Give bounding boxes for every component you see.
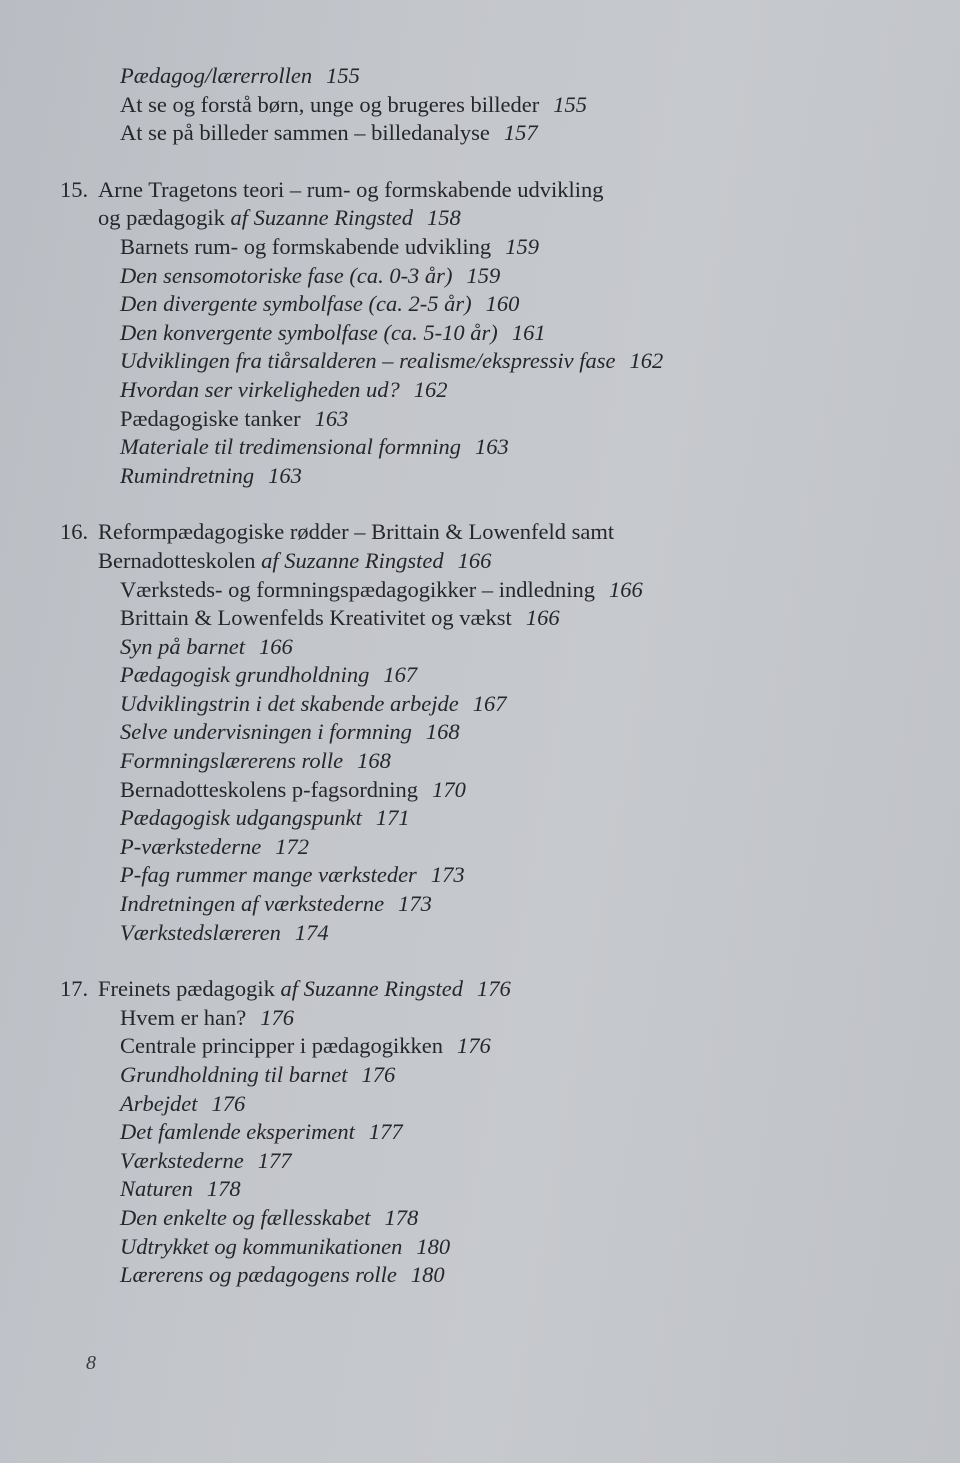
toc-entry (60, 347, 720, 376)
toc-entry (60, 1004, 720, 1033)
toc-entry (60, 319, 720, 348)
page-ref: 176 (476, 976, 511, 1002)
page-ref: 159 (466, 262, 501, 288)
entry-title: Barnets rum- og formskabende udvikling (120, 233, 492, 259)
chapter-title-line (60, 547, 720, 576)
entry-title: At se på billeder sammen – billedanalyse (120, 120, 490, 146)
page-ref: 166 (608, 576, 643, 602)
page-ref: 177 (257, 1147, 292, 1173)
chapter-author: af Suzanne Ringsted (280, 976, 463, 1002)
entry-title: Det famlende eksperiment (120, 1119, 355, 1145)
toc-entry (60, 1061, 720, 1090)
toc-entry (60, 633, 720, 662)
entry-title: Hvem er han? (120, 1004, 247, 1030)
entry-title: Formningslærerens rolle (120, 748, 344, 774)
toc-entry (60, 1032, 720, 1061)
page-ref: 158 (426, 205, 461, 231)
page-ref: 157 (503, 120, 538, 146)
toc-entry (60, 233, 720, 262)
toc-entry (60, 576, 720, 605)
section-gap (60, 947, 720, 975)
page-ref: 167 (383, 662, 418, 688)
page-ref: 176 (457, 1033, 491, 1059)
entry-title: Brittain & Lowenfelds Kreativitet og vækst (120, 605, 512, 631)
entry-title: Pædagogisk grundholdning (120, 662, 370, 688)
section-gap (60, 148, 720, 176)
page-ref: 170 (432, 776, 466, 802)
page-ref: 176 (260, 1004, 294, 1030)
chapter-title-line (60, 975, 720, 1004)
entry-title: Hvordan ser virkeligheden ud? (120, 376, 400, 402)
toc-entry (60, 690, 720, 719)
entry-title: Centrale principper i pædagogikken (120, 1033, 444, 1059)
chapter-title: Bernadotteskolen (98, 547, 262, 573)
toc-entry (60, 776, 720, 805)
table-of-contents (60, 62, 720, 1290)
page-ref: 178 (206, 1176, 241, 1202)
page-ref: 177 (368, 1119, 403, 1145)
page-ref: 160 (485, 291, 520, 317)
toc-entry (60, 91, 720, 120)
entry-title: Den enkelte og fællesskabet (120, 1204, 371, 1230)
page-ref: 176 (211, 1090, 246, 1116)
page-ref: 163 (268, 462, 302, 488)
page-ref: 159 (505, 233, 539, 259)
page-ref: 178 (384, 1204, 419, 1230)
chapter-author: af Suzanne Ringsted (230, 205, 413, 231)
page-ref: 174 (294, 919, 329, 945)
entry-title: Pædagog/lærerrollen (120, 63, 313, 88)
toc-section (60, 62, 720, 148)
entry-title: Den sensomotoriske fase (ca. 0-3 år) (120, 262, 453, 288)
page-ref: 163 (314, 405, 349, 431)
page-ref: 171 (375, 805, 410, 831)
chapter-author: af Suzanne Ringsted (261, 547, 444, 573)
chapter-title: Arne Tragetons teori – rum- og formskabende udvikling (98, 176, 604, 202)
page-ref: 155 (326, 63, 360, 88)
page-ref: 166 (457, 547, 492, 573)
toc-entry (60, 462, 720, 491)
page-ref: 173 (430, 862, 465, 888)
entry-title: Materiale til tredimensional formning (120, 434, 462, 460)
toc-entry (60, 62, 720, 91)
page-ref: 162 (629, 348, 664, 374)
toc-entry (60, 1090, 720, 1119)
toc-entry (60, 804, 720, 833)
chapter-title: og pædagogik (98, 205, 231, 231)
page-ref: 167 (472, 690, 507, 716)
chapter-title-line (60, 204, 720, 233)
toc-entry (60, 1118, 720, 1147)
entry-title: Selve undervisningen i formning (120, 719, 412, 745)
toc-entry (60, 718, 720, 747)
toc-entry (60, 861, 720, 890)
entry-title: Den divergente symbolfase (ca. 2-5 år) (120, 291, 472, 317)
toc-entry (60, 405, 720, 434)
toc-entry (60, 1147, 720, 1176)
chapter-title: Reformpædagogiske rødder – Brittain & Lowenfeld samt (98, 519, 615, 545)
page-ref: 162 (413, 376, 448, 402)
toc-entry (60, 290, 720, 319)
entry-title: Bernadotteskolens p-fagsordning (120, 776, 419, 802)
chapter-number: 15. (60, 176, 89, 202)
page-ref: 163 (475, 434, 509, 460)
toc-entry (60, 890, 720, 919)
chapter-title: Freinets pædagogik (98, 976, 281, 1002)
entry-title: Naturen (120, 1176, 193, 1202)
entry-title: Rumindretning (120, 462, 255, 488)
toc-entry (60, 747, 720, 776)
page-ref: 176 (361, 1062, 396, 1087)
toc-entry (60, 1175, 720, 1204)
page-ref: 166 (525, 605, 560, 631)
entry-title: At se og forstå børn, unge og brugeres billeder (120, 91, 540, 117)
entry-title: Udtrykket og kommunikationen (120, 1233, 403, 1259)
page-ref: 168 (357, 748, 391, 774)
toc-entry (60, 119, 720, 148)
page-ref: 180 (416, 1233, 451, 1259)
entry-title: Udviklingen fra tiårsalderen – realisme/ekspressiv fase (120, 348, 616, 374)
chapter-title-line (60, 176, 720, 205)
entry-title: Værkstedslæreren (120, 919, 281, 945)
toc-entry (60, 376, 720, 405)
entry-title: Værkstederne (120, 1147, 244, 1173)
page-number: 8 (86, 1352, 96, 1374)
chapter-title-line (60, 518, 720, 547)
entry-title: Indretningen af værkstederne (120, 891, 385, 917)
toc-entry (60, 604, 720, 633)
section-gap (60, 490, 720, 518)
toc-entry (60, 262, 720, 291)
toc-section (60, 518, 720, 947)
page-ref: 155 (553, 91, 588, 117)
page-ref: 172 (275, 833, 309, 859)
entry-title: Udviklingstrin i det skabende arbejde (120, 690, 459, 716)
entry-title: Pædagogiske tanker (120, 405, 301, 431)
toc-entry (60, 433, 720, 462)
toc-entry (60, 661, 720, 690)
entry-title: Syn på barnet (120, 633, 245, 659)
chapter-number: 16. (60, 519, 89, 545)
page-ref: 173 (398, 891, 432, 917)
page-ref: 166 (258, 633, 293, 659)
toc-entry (60, 1204, 720, 1233)
entry-title: Den konvergente symbolfase (ca. 5-10 år) (120, 319, 498, 345)
entry-title: P-fag rummer mange værksteder (120, 862, 417, 888)
entry-title: Pædagogisk udgangspunkt (120, 805, 362, 831)
toc-entry (60, 919, 720, 948)
chapter-number: 17. (60, 976, 89, 1002)
toc-entry (60, 1261, 720, 1290)
toc-section (60, 176, 720, 491)
entry-title: P-værkstederne (120, 833, 262, 859)
toc-entry (60, 1233, 720, 1262)
entry-title: Arbejdet (120, 1090, 198, 1116)
page-ref: 168 (425, 719, 460, 745)
page-ref: 161 (511, 319, 546, 345)
entry-title: Værksteds- og formningspædagogikker – indledning (120, 576, 595, 602)
toc-entry (60, 833, 720, 862)
entry-title: Grundholdning til barnet (120, 1062, 348, 1087)
page-ref: 180 (410, 1262, 445, 1288)
toc-section (60, 975, 720, 1290)
entry-title: Lærerens og pædagogens rolle (120, 1262, 397, 1288)
